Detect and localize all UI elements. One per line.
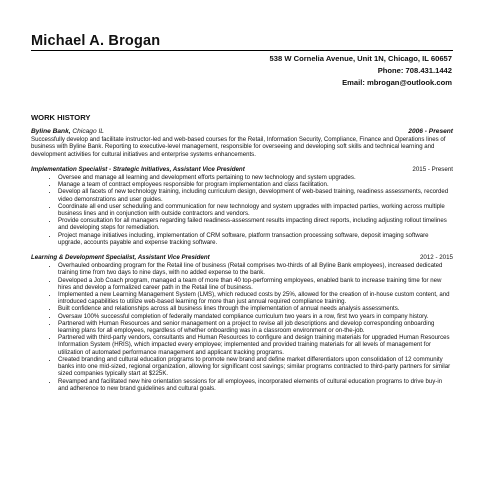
- bullet-item: • Develop all facets of new technology training, including curriculum design, development of web-based training, readiness assessments, recorded video demonstrations and user guides.: [58, 188, 453, 202]
- phone: Phone: 708.431.1442: [377, 66, 452, 75]
- bullet-item: • Developed a Job Coach program, managed a team of more than 40 top-performing employees, enabled bank to increase training time for new hires and develop a formalized career path in the Retail line of business.: [58, 277, 453, 291]
- bullet-item: • Project manage initiatives including, implementation of CRM software, platform transaction processing software, deposit imaging software upgrade, accounts payable and expense tracking software.: [58, 232, 453, 246]
- bullet-item: • Built confidence and relationships across all business lines through the implementation of annual needs analysis assessments.: [58, 305, 453, 312]
- role-header: [31, 166, 453, 173]
- role-years: 2012 - 2015: [419, 254, 453, 262]
- bullet-item: • Revamped and facilitated new hire orientation sessions for all employees, incorporated elements of cultural education programs to drive buy-in and adherence to new brand guidelines and cultural goals.: [58, 378, 453, 392]
- candidate-name: Michael A. Brogan: [31, 33, 161, 49]
- role-title: Learning & Development Specialist, Assistant Vice President: [31, 254, 210, 262]
- role-header: [31, 254, 453, 261]
- bullet-item: • Partnered with third-party vendors, consultants and Human Resources to configure and design training materials for upgraded Human Resources Information System (HRIS), which impacted every employee; implemented and provided training materials for all levels of management for utilization of automated performance management and applicant tracking programs.: [58, 334, 453, 356]
- contact-block: [270, 53, 452, 89]
- company-name-wrap: [31, 128, 104, 135]
- bullet-item: • Oversaw 100% successful completion of federally mandated compliance curriculum two years in a row, first two years in company history.: [58, 313, 453, 320]
- company-name: Byline Bank,: [31, 128, 71, 135]
- header-divider: [31, 50, 453, 51]
- bullet-item: • Overhauled onboarding program for the Retail line of business (Retail comprises two-thirds of all Byline Bank employees), increased dedicated training time from two days to nine days, with no added expense to the bank.: [58, 262, 453, 276]
- work-history-body: [31, 128, 453, 392]
- email: Email: mbrogan@outlook.com: [342, 78, 452, 87]
- bullet-item: • Partnered with Human Resources and senior management on a project to revise all job descriptions and develop corresponding onboarding learning plans for all employees, regardless of whether onboarding was in a classroom environment or on-the-job.: [58, 320, 453, 334]
- company-summary: Successfully develop and facilitate instructor-led and web-based courses for the Retail, Information Security, Compliance, Finance and Operations lines of business with Byline Bank. Reporting to executive-level management, responsible for overseeing and developing soft skills and technical learning and development activities for cultural initiatives and enterprise systems enhancements.: [31, 136, 446, 158]
- bullet-item: • Coordinate all end user scheduling and communication for new technology and system upgrades with impacted parties, working across multiple business lines and in conjunction with outside contractors and vendors.: [58, 203, 453, 217]
- bullet-item: • Implemented a new Learning Management System (LMS), which reduced costs by 25%, allowed for the creation of in-house custom content, and introduced capabilities to utilize web-based learning for more than just annual required compliance training.: [58, 291, 453, 305]
- company-years: 2006 - Present: [408, 128, 453, 135]
- address: 538 W Cornelia Avenue, Unit 1N, Chicago, IL 60657: [269, 54, 452, 63]
- company-line: [31, 128, 453, 135]
- bullet-item: • Oversee and manage all learning and development efforts pertaining to new technology and system upgrades.: [58, 174, 453, 181]
- company-location: Chicago IL: [72, 128, 104, 135]
- bullet-item: • Created branding and cultural education programs to promote new brand and define market differentiators upon consolidation of 12 community banks into one mid-sized, regional organization, allowing for significant cost savings; similar programs contracted to third-party partners for similar sized companies typically start at $225K.: [58, 356, 453, 378]
- section-heading-work-history: WORK HISTORY: [31, 113, 91, 122]
- role-bullets: [31, 174, 453, 246]
- bullet-item: • Manage a team of contract employees responsible for program implementation and class facilitation.: [58, 181, 453, 188]
- role-title: Implementation Specialist - Strategic Initiatives, Assistant Vice President: [31, 165, 245, 173]
- role-years: 2015 - Present: [412, 165, 453, 173]
- role-bullets: [31, 262, 453, 392]
- bullet-item: • Provide consultation for all managers regarding failed readiness-assessment results impacting direct reports, including adjusting rollout timelines and developing steps for remediation.: [58, 217, 453, 231]
